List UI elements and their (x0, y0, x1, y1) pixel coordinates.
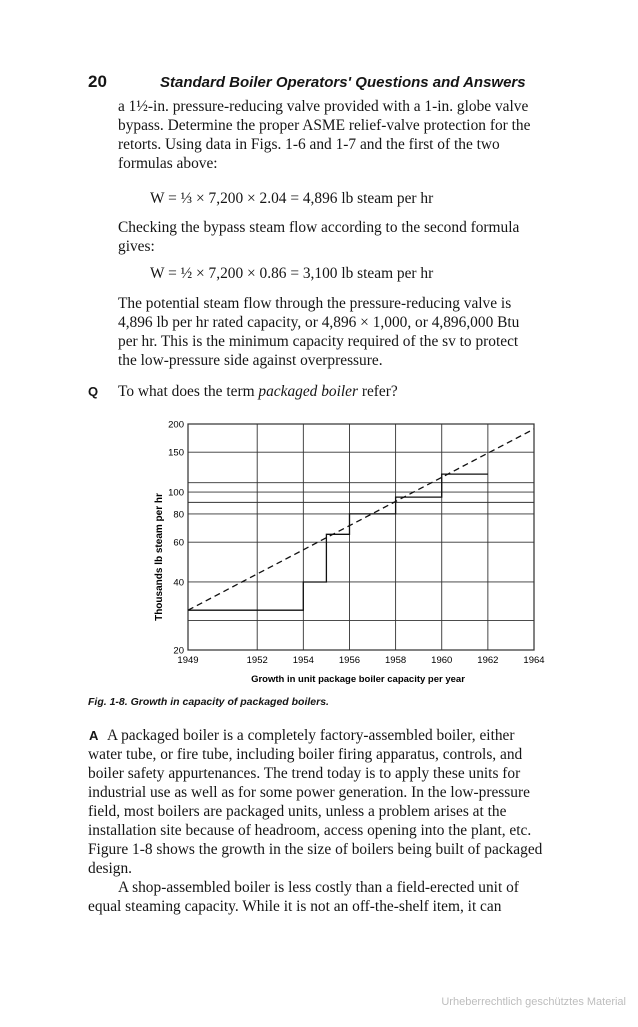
text-line: Figure 1-8 shows the growth in the size of boilers being built of packaged (88, 841, 543, 858)
y-axis-label: Thousands lb steam per hr (154, 493, 165, 621)
intro-paragraph (118, 97, 598, 173)
y-tick-label: 150 (168, 447, 184, 459)
y-tick-label: 200 (168, 419, 184, 431)
y-tick-label: 100 (168, 487, 184, 499)
y-tick-label: 40 (173, 577, 184, 589)
bypass-paragraph (118, 218, 598, 256)
x-tick-labels (177, 655, 544, 666)
formula-2: W = ½ × 7,200 × 0.86 = 3,100 lb steam per hr (150, 265, 434, 282)
trend-line (188, 429, 534, 610)
text-line: gives: (118, 238, 155, 255)
question-marker: Q (88, 384, 99, 399)
text-line: 4,896 lb per hr rated capacity, or 4,896 × 1,000, or 4,896,000 Btu (118, 314, 520, 331)
running-title: Standard Boiler Operators' Questions and Answers (160, 74, 526, 91)
y-tick-labels (168, 420, 184, 657)
chart-grid (188, 424, 534, 650)
question-text-after: refer? (358, 383, 398, 400)
text-line: formulas above: (118, 155, 218, 172)
figure-caption: Fig. 1-8. Growth in capacity of packaged boilers. (88, 696, 329, 708)
answer-paragraph (88, 726, 598, 878)
x-tick-label: 1956 (338, 655, 361, 666)
formula-1: W = ⅓ × 7,200 × 2.04 = 4,896 lb steam per hr (150, 190, 434, 207)
y-tick-label: 80 (173, 509, 184, 521)
text-line: design. (88, 860, 133, 877)
text-line: installation site because of headroom, access opening into the plant, etc. (88, 822, 532, 839)
question-term: packaged boiler (258, 383, 358, 400)
text-line: retorts. Using data in Figs. 1-6 and 1-7 and the first of the two (118, 136, 500, 153)
text-line: industrial use as well as for some power generation. In the low-pressure (88, 784, 530, 801)
plot-frame (188, 424, 534, 650)
text-line: a 1½-in. pressure-reducing valve provided with a 1-in. globe valve (118, 98, 529, 115)
text-line: per hr. This is the minimum capacity required of the sv to protect (118, 333, 519, 350)
text-line: A shop-assembled boiler is less costly than a field-erected unit of (118, 879, 519, 896)
text-line: A packaged boiler is a completely factory-assembled boiler, either (107, 727, 515, 744)
x-tick-label: 1958 (385, 655, 407, 666)
x-axis-label: Growth in unit package boiler capacity per year (251, 674, 465, 685)
text-line: the low-pressure side against overpressure. (118, 352, 383, 369)
text-line: equal steaming capacity. While it is not an off-the-shelf item, it can (88, 898, 502, 915)
shop-paragraph (88, 878, 598, 916)
x-tick-label: 1952 (246, 655, 268, 666)
answer-marker: A (89, 728, 99, 743)
x-tick-label: 1954 (292, 655, 314, 666)
text-line: boiler safety appurtenances. The trend today is to apply these units for (88, 765, 521, 782)
x-tick-label: 1964 (523, 655, 545, 666)
watermark: Urheberrechtlich geschütztes Material (441, 996, 626, 1008)
potential-paragraph (118, 294, 598, 370)
page-number: 20 (88, 72, 107, 91)
text-line: The potential steam flow through the pressure-reducing valve is (118, 295, 512, 312)
text-line: field, most boilers are packaged units, unless a problem arises at the (88, 803, 507, 820)
text-line: water tube, or fire tube, including boiler firing apparatus, controls, and (88, 746, 523, 763)
text-line: Checking the bypass steam flow according to the second formula (118, 219, 520, 236)
x-tick-label: 1949 (177, 655, 199, 666)
y-tick-label: 20 (173, 645, 184, 657)
growth-chart (140, 412, 550, 692)
chart-series (188, 429, 534, 610)
question-text (118, 382, 398, 401)
x-tick-label: 1962 (477, 655, 499, 666)
y-tick-label: 60 (173, 537, 184, 549)
x-tick-label: 1960 (431, 655, 453, 666)
text-line: bypass. Determine the proper ASME relief-valve protection for the (118, 117, 531, 134)
question-text-before: To what does the term (118, 383, 259, 400)
